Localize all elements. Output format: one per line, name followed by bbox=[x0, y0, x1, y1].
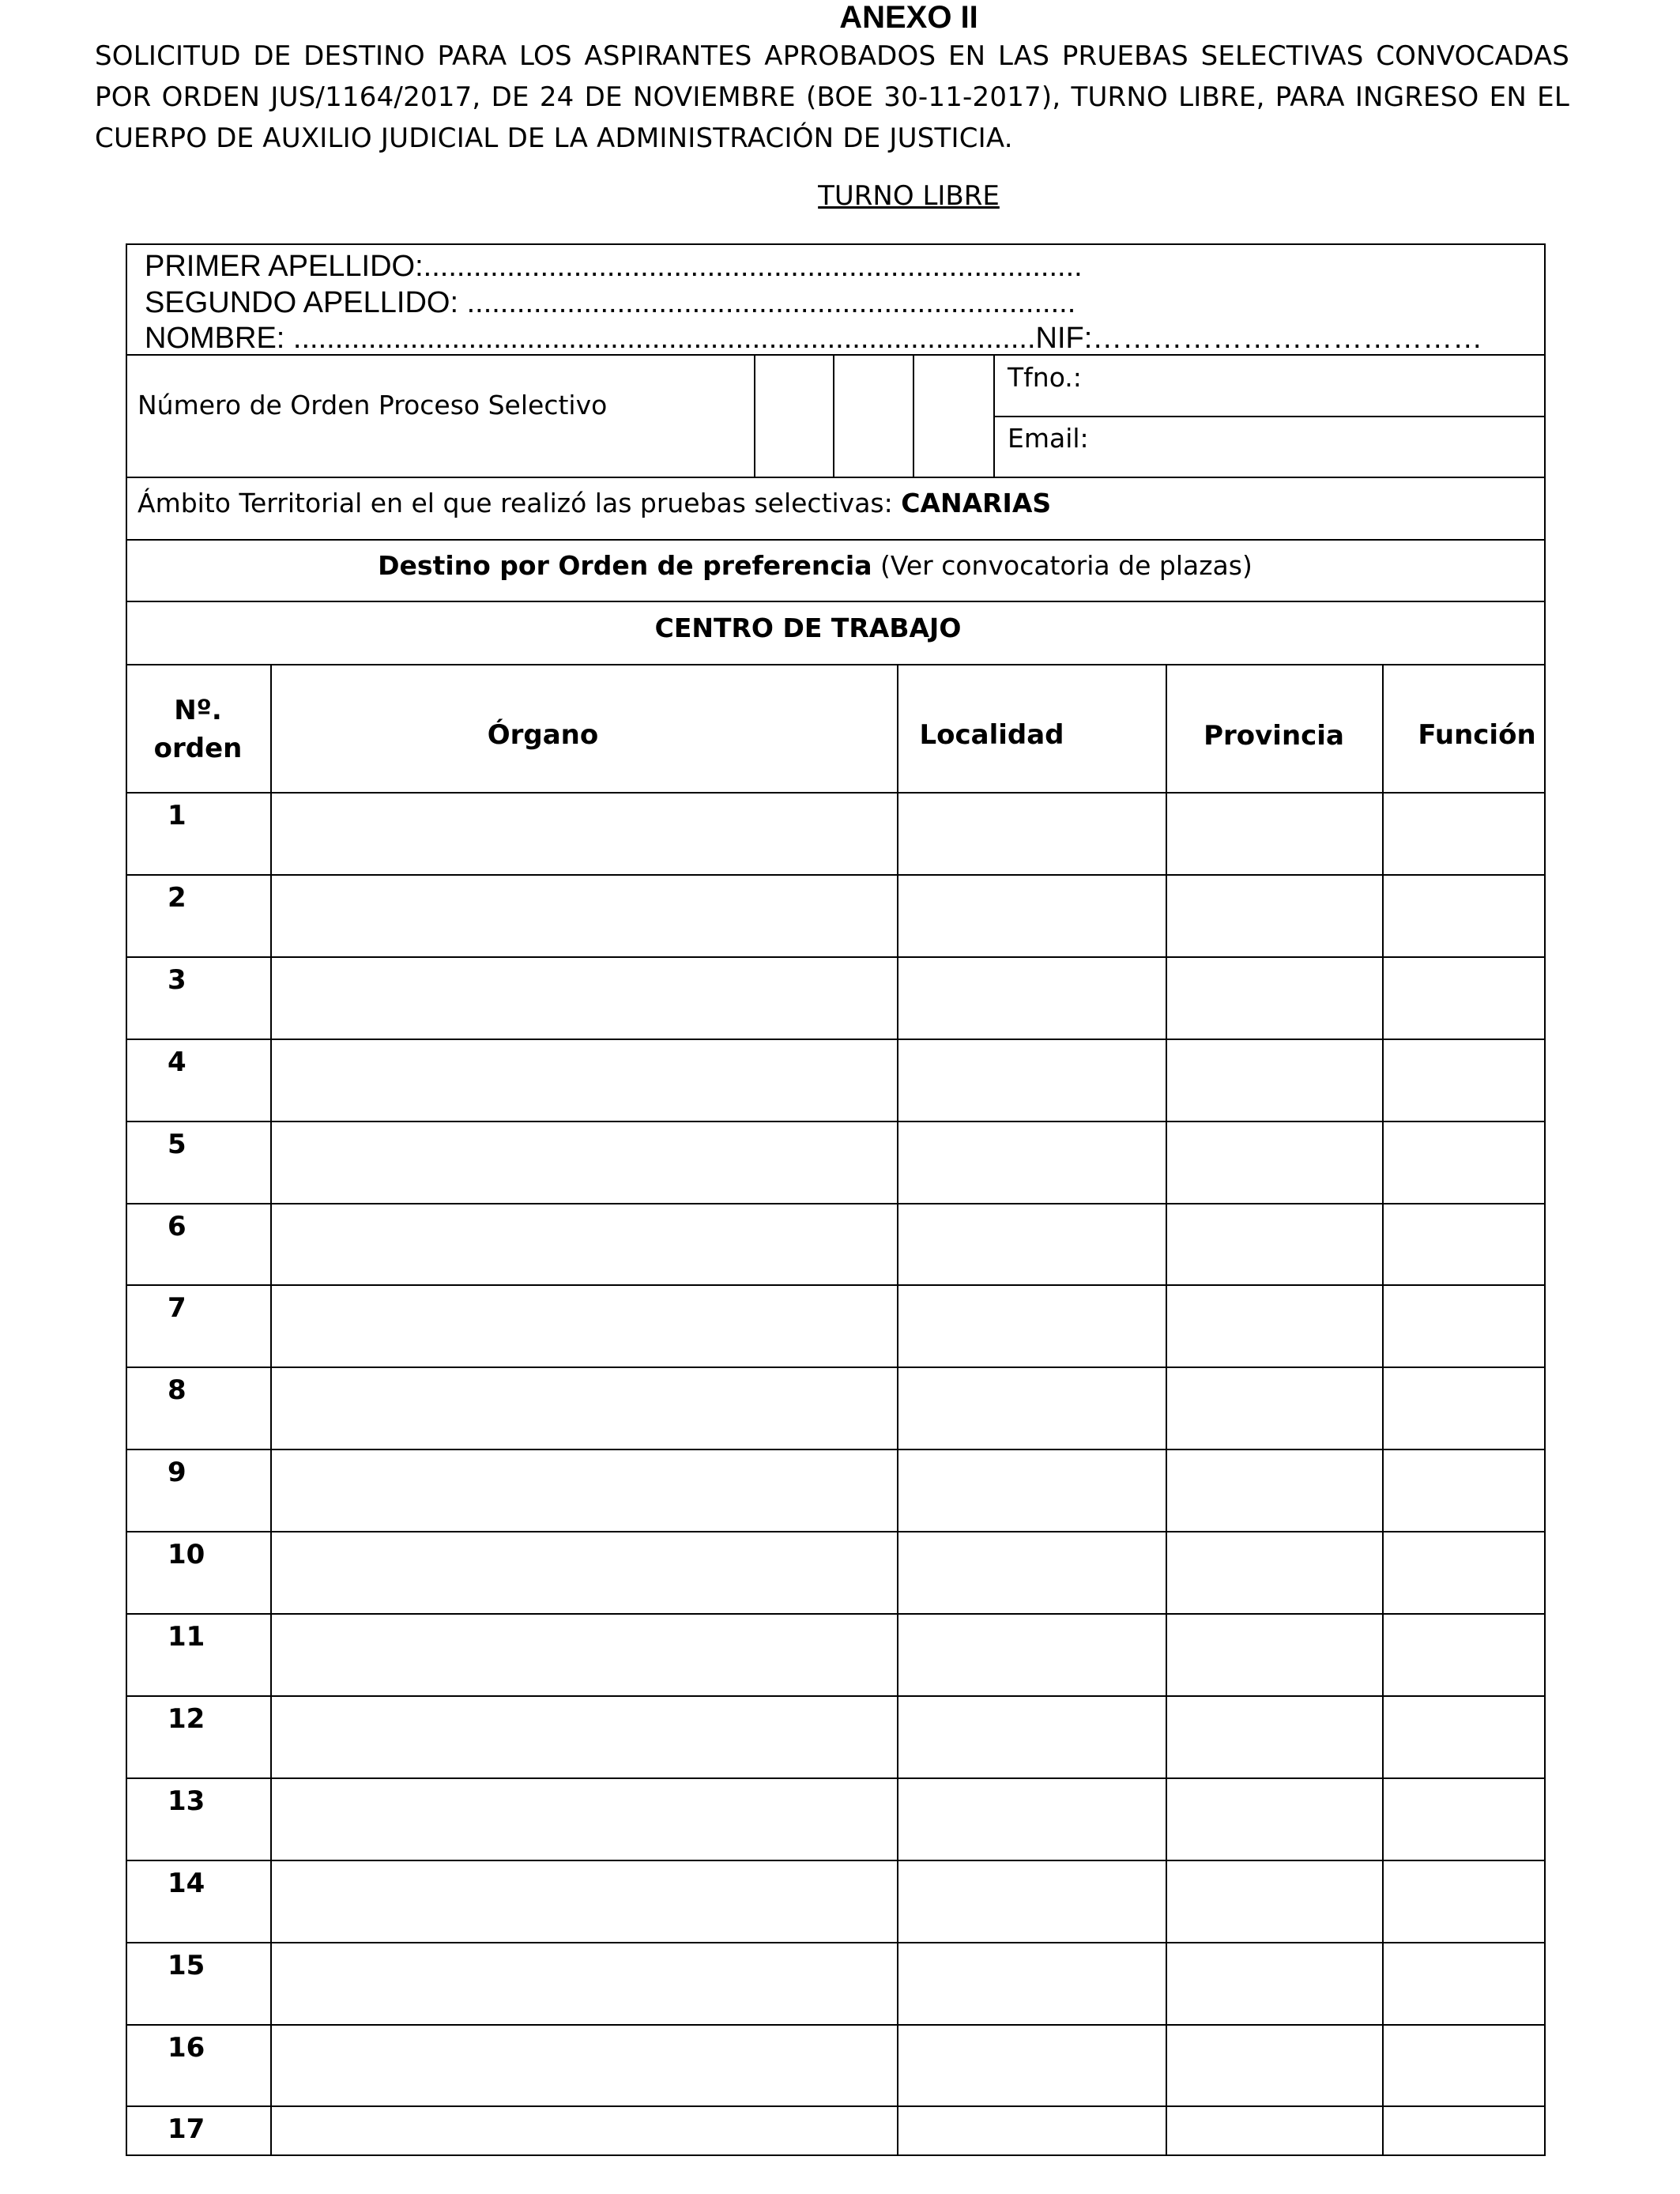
localidad-cell[interactable] bbox=[898, 1368, 1164, 1447]
localidad-cell[interactable] bbox=[898, 958, 1164, 1037]
funcion-cell[interactable] bbox=[1384, 1861, 1544, 1940]
header-orden bbox=[126, 692, 270, 767]
organo-cell[interactable] bbox=[272, 876, 895, 955]
divider-line bbox=[126, 601, 1546, 602]
funcion-cell[interactable] bbox=[1384, 1779, 1544, 1858]
localidad-cell[interactable] bbox=[898, 2026, 1164, 2105]
provincia-cell[interactable] bbox=[1167, 1532, 1381, 1612]
funcion-cell[interactable] bbox=[1384, 1943, 1544, 2022]
localidad-cell[interactable] bbox=[898, 1040, 1164, 1119]
localidad-cell[interactable] bbox=[898, 1697, 1164, 1776]
organo-cell[interactable] bbox=[272, 958, 895, 1037]
organo-cell[interactable] bbox=[272, 1122, 895, 1201]
row-number: 17 bbox=[168, 2113, 205, 2146]
localidad-cell[interactable] bbox=[898, 1532, 1164, 1612]
numero-orden-digit-box[interactable] bbox=[834, 356, 911, 475]
organo-cell[interactable] bbox=[272, 2026, 895, 2105]
numero-orden-label: Número de Orden Proceso Selectivo bbox=[137, 390, 608, 420]
organo-cell[interactable] bbox=[272, 1943, 895, 2022]
localidad-cell[interactable] bbox=[898, 1943, 1164, 2022]
ambito-territorial bbox=[137, 488, 1051, 519]
annex-title: ANEXO II bbox=[839, 0, 978, 35]
destino-label-bold: Destino por Orden de preferencia bbox=[378, 550, 872, 581]
organo-cell[interactable] bbox=[272, 1697, 895, 1776]
segundo-apellido-field[interactable]: SEGUNDO APELLIDO: ......................................................................... bbox=[145, 286, 1076, 319]
row-number: 7 bbox=[168, 1292, 186, 1325]
localidad-cell[interactable] bbox=[898, 1286, 1164, 1365]
localidad-cell[interactable] bbox=[898, 2107, 1164, 2186]
provincia-cell[interactable] bbox=[1167, 1943, 1381, 2022]
document-subtitle: SOLICITUD DE DESTINO PARA LOS ASPIRANTES APROBADOS EN LAS PRUEBAS SELECTIVAS CONVOCADAS POR ORDEN JUS/1164/2017, DE 24 DE NOVIEMBRE (BOE 30-11-2017), TURNO LIBRE, PARA INGRESO EN EL CUERPO DE AUXILIO JUDICIAL DE LA ADMINISTRACIÓN DE JUSTICIA. bbox=[95, 40, 1569, 154]
provincia-cell[interactable] bbox=[1167, 1204, 1381, 1284]
organo-cell[interactable] bbox=[272, 1532, 895, 1612]
organo-cell[interactable] bbox=[272, 1861, 895, 1940]
centro-trabajo-heading: CENTRO DE TRABAJO bbox=[654, 613, 962, 643]
provincia-cell[interactable] bbox=[1167, 1040, 1381, 1119]
organo-cell[interactable] bbox=[272, 1615, 895, 1694]
numero-orden-digit-box[interactable] bbox=[755, 356, 831, 475]
row-number: 8 bbox=[168, 1374, 186, 1407]
localidad-cell[interactable] bbox=[898, 1204, 1164, 1284]
organo-cell[interactable] bbox=[272, 1204, 895, 1284]
email-field[interactable] bbox=[1106, 419, 1541, 474]
provincia-cell[interactable] bbox=[1167, 794, 1381, 873]
funcion-cell[interactable] bbox=[1384, 1040, 1544, 1119]
row-number: 14 bbox=[168, 1867, 205, 1899]
provincia-cell[interactable] bbox=[1167, 1861, 1381, 1940]
localidad-cell[interactable] bbox=[898, 1779, 1164, 1858]
provincia-cell[interactable] bbox=[1167, 1697, 1381, 1776]
localidad-cell[interactable] bbox=[898, 1450, 1164, 1529]
funcion-cell[interactable] bbox=[1384, 1615, 1544, 1694]
organo-cell[interactable] bbox=[272, 794, 895, 873]
funcion-cell[interactable] bbox=[1384, 2026, 1544, 2105]
header-orden-line2: orden bbox=[153, 733, 243, 764]
divider-line bbox=[993, 416, 1546, 417]
funcion-cell[interactable] bbox=[1384, 1368, 1544, 1447]
row-number: 4 bbox=[168, 1046, 186, 1078]
funcion-cell[interactable] bbox=[1384, 2107, 1544, 2186]
row-number: 3 bbox=[168, 963, 186, 996]
organo-cell[interactable] bbox=[272, 1368, 895, 1447]
row-number: 5 bbox=[168, 1128, 186, 1160]
row-number: 1 bbox=[168, 800, 186, 831]
funcion-cell[interactable] bbox=[1384, 1697, 1544, 1776]
provincia-cell[interactable] bbox=[1167, 2107, 1381, 2186]
row-number: 16 bbox=[168, 2031, 205, 2064]
destino-heading bbox=[126, 550, 1505, 582]
organo-cell[interactable] bbox=[272, 1040, 895, 1119]
divider-line bbox=[126, 477, 1546, 478]
row-number: 6 bbox=[168, 1210, 186, 1242]
row-number: 13 bbox=[168, 1785, 205, 1817]
funcion-cell[interactable] bbox=[1384, 1450, 1544, 1529]
funcion-cell[interactable] bbox=[1384, 794, 1544, 873]
localidad-cell[interactable] bbox=[898, 1122, 1164, 1201]
localidad-cell[interactable] bbox=[898, 1615, 1164, 1694]
row-number: 9 bbox=[168, 1457, 186, 1489]
funcion-cell[interactable] bbox=[1384, 1122, 1544, 1201]
header-funcion: Función bbox=[1418, 719, 1536, 751]
divider-line bbox=[126, 664, 1546, 665]
provincia-cell[interactable] bbox=[1167, 876, 1381, 955]
funcion-cell[interactable] bbox=[1384, 1286, 1544, 1365]
header-provincia: Provincia bbox=[1203, 720, 1344, 752]
tfno-label: Tfno.: bbox=[1008, 362, 1082, 393]
funcion-cell[interactable] bbox=[1384, 958, 1544, 1037]
header-localidad: Localidad bbox=[919, 719, 1064, 751]
provincia-cell[interactable] bbox=[1167, 2026, 1381, 2105]
ambito-value: CANARIAS bbox=[901, 488, 1052, 518]
provincia-cell[interactable] bbox=[1167, 1368, 1381, 1447]
organo-cell[interactable] bbox=[272, 1779, 895, 1858]
organo-cell[interactable] bbox=[272, 1286, 895, 1365]
email-label: Email: bbox=[1008, 423, 1089, 454]
primer-apellido-field[interactable]: PRIMER APELLIDO:............................................................................... bbox=[145, 250, 1083, 283]
header-organo: Órgano bbox=[487, 719, 599, 751]
nombre-nif-field[interactable]: NOMBRE: .........................................................................................NIF:………………………………… bbox=[145, 322, 1483, 355]
row-number: 2 bbox=[168, 881, 186, 914]
row-number: 15 bbox=[168, 1949, 205, 1981]
turno-heading: TURNO LIBRE bbox=[818, 180, 1000, 212]
provincia-cell[interactable] bbox=[1167, 1122, 1381, 1201]
provincia-cell[interactable] bbox=[1167, 958, 1381, 1037]
destino-label-rest: (Ver convocatoria de plazas) bbox=[872, 550, 1252, 581]
localidad-cell[interactable] bbox=[898, 876, 1164, 955]
organo-cell[interactable] bbox=[272, 1450, 895, 1529]
tfno-field[interactable] bbox=[1106, 357, 1541, 413]
provincia-cell[interactable] bbox=[1167, 1450, 1381, 1529]
header-orden-line1: Nº. bbox=[174, 695, 222, 726]
ambito-label: Ámbito Territorial en el que realizó las pruebas selectivas: bbox=[137, 488, 902, 518]
row-number: 10 bbox=[168, 1539, 205, 1571]
divider-line bbox=[993, 354, 995, 477]
numero-orden-digit-box[interactable] bbox=[914, 356, 992, 475]
localidad-cell[interactable] bbox=[898, 794, 1164, 873]
row-number: 11 bbox=[168, 1621, 205, 1653]
provincia-cell[interactable] bbox=[1167, 1286, 1381, 1365]
organo-cell[interactable] bbox=[272, 2107, 895, 2186]
divider-line bbox=[126, 539, 1546, 541]
row-number: 12 bbox=[168, 1702, 205, 1735]
provincia-cell[interactable] bbox=[1167, 1779, 1381, 1858]
funcion-cell[interactable] bbox=[1384, 1532, 1544, 1612]
localidad-cell[interactable] bbox=[898, 1861, 1164, 1940]
funcion-cell[interactable] bbox=[1384, 876, 1544, 955]
funcion-cell[interactable] bbox=[1384, 1204, 1544, 1284]
provincia-cell[interactable] bbox=[1167, 1615, 1381, 1694]
